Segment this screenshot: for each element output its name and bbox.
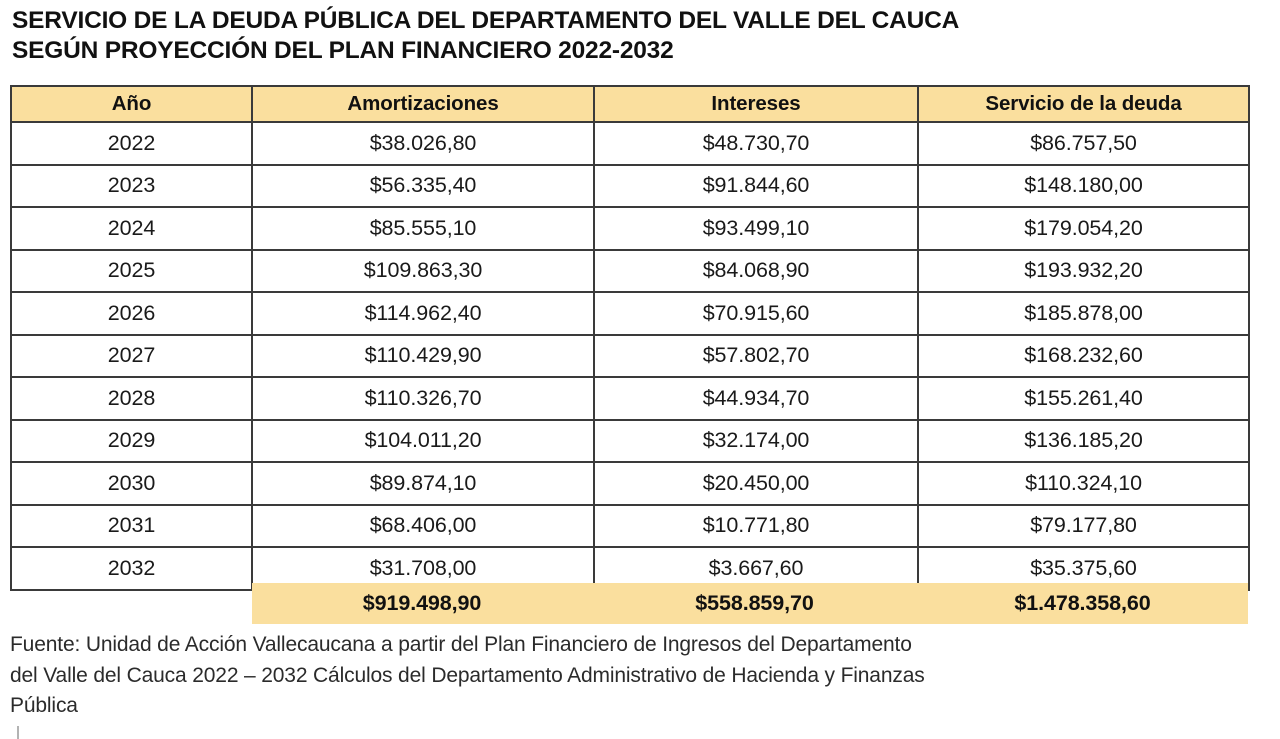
debt-service-table bbox=[10, 85, 1250, 591]
cell-amortizaciones: $110.326,70 bbox=[252, 377, 594, 420]
source-note-line-2: del Valle del Cauca 2022 – 2032 Cálculos del Departamento Administrativo de Hacienda y Finanzas bbox=[10, 663, 925, 687]
column-header-year: Año bbox=[11, 86, 252, 122]
cell-servicio-deuda: $193.932,20 bbox=[918, 250, 1249, 293]
cell-intereses: $91.844,60 bbox=[594, 165, 918, 208]
cell-year: 2030 bbox=[11, 462, 252, 505]
column-header-amortizaciones: Amortizaciones bbox=[252, 86, 594, 122]
cell-amortizaciones: $31.708,00 bbox=[252, 547, 594, 590]
cell-amortizaciones: $56.335,40 bbox=[252, 165, 594, 208]
cell-servicio-deuda: $86.757,50 bbox=[918, 122, 1249, 165]
column-header-servicio-deuda: Servicio de la deuda bbox=[918, 86, 1249, 122]
cell-amortizaciones: $38.026,80 bbox=[252, 122, 594, 165]
page-title bbox=[12, 6, 1262, 66]
cell-year: 2026 bbox=[11, 292, 252, 335]
cell-amortizaciones: $110.429,90 bbox=[252, 335, 594, 378]
cell-intereses: $10.771,80 bbox=[594, 505, 918, 548]
table-row bbox=[11, 462, 1249, 505]
table-row bbox=[11, 420, 1249, 463]
table-row bbox=[11, 250, 1249, 293]
cell-intereses: $93.499,10 bbox=[594, 207, 918, 250]
total-intereses: $558.859,70 bbox=[695, 591, 814, 615]
cell-amortizaciones: $85.555,10 bbox=[252, 207, 594, 250]
cell-intereses: $32.174,00 bbox=[594, 420, 918, 463]
cell-servicio-deuda: $168.232,60 bbox=[918, 335, 1249, 378]
cell-amortizaciones: $104.011,20 bbox=[252, 420, 594, 463]
total-amortizaciones: $919.498,90 bbox=[362, 591, 482, 615]
cell-servicio-deuda: $35.375,60 bbox=[918, 547, 1249, 590]
cell-servicio-deuda: $155.261,40 bbox=[918, 377, 1249, 420]
total-servicio-deuda: $1.478.358,60 bbox=[1014, 591, 1151, 615]
cell-year: 2023 bbox=[11, 165, 252, 208]
cell-intereses: $70.915,60 bbox=[594, 292, 918, 335]
cell-servicio-deuda: $79.177,80 bbox=[918, 505, 1249, 548]
cell-intereses: $84.068,90 bbox=[594, 250, 918, 293]
cell-year: 2032 bbox=[11, 547, 252, 590]
cell-year: 2022 bbox=[11, 122, 252, 165]
cell-servicio-deuda: $179.054,20 bbox=[918, 207, 1249, 250]
cell-intereses: $3.667,60 bbox=[594, 547, 918, 590]
table-header-row bbox=[11, 86, 1249, 122]
page-title-line-2: SEGÚN PROYECCIÓN DEL PLAN FINANCIERO 2022-2032 bbox=[12, 37, 674, 64]
source-note-line-3: Pública bbox=[10, 694, 78, 717]
source-note-line-1: Fuente: Unidad de Acción Vallecaucana a partir del Plan Financiero de Ingresos del Departamento bbox=[10, 633, 912, 656]
cell-year: 2031 bbox=[11, 505, 252, 548]
cell-servicio-deuda: $136.185,20 bbox=[918, 420, 1249, 463]
cell-intereses: $20.450,00 bbox=[594, 462, 918, 505]
table-row bbox=[11, 292, 1249, 335]
cell-servicio-deuda: $110.324,10 bbox=[918, 462, 1249, 505]
table-header bbox=[11, 86, 1249, 122]
table-row bbox=[11, 335, 1249, 378]
cell-year: 2024 bbox=[11, 207, 252, 250]
table-row bbox=[11, 122, 1249, 165]
table-row bbox=[11, 165, 1249, 208]
table-body bbox=[11, 122, 1249, 590]
table-row bbox=[11, 505, 1249, 548]
cell-amortizaciones: $109.863,30 bbox=[252, 250, 594, 293]
cell-year: 2028 bbox=[11, 377, 252, 420]
cell-amortizaciones: $68.406,00 bbox=[252, 505, 594, 548]
cell-intereses: $57.802,70 bbox=[594, 335, 918, 378]
cell-amortizaciones: $114.962,40 bbox=[252, 292, 594, 335]
source-note bbox=[10, 630, 1268, 722]
table-row bbox=[11, 207, 1249, 250]
cell-servicio-deuda: $185.878,00 bbox=[918, 292, 1249, 335]
text-caret bbox=[17, 726, 19, 739]
debt-service-table-container bbox=[10, 85, 1248, 591]
cell-intereses: $48.730,70 bbox=[594, 122, 918, 165]
cell-servicio-deuda: $148.180,00 bbox=[918, 165, 1249, 208]
column-header-intereses: Intereses bbox=[594, 86, 918, 122]
cell-year: 2025 bbox=[11, 250, 252, 293]
page-title-line-1: SERVICIO DE LA DEUDA PÚBLICA DEL DEPARTAMENTO DEL VALLE DEL CAUCA bbox=[12, 7, 960, 34]
cell-year: 2029 bbox=[11, 420, 252, 463]
cell-intereses: $44.934,70 bbox=[594, 377, 918, 420]
cell-amortizaciones: $89.874,10 bbox=[252, 462, 594, 505]
table-row bbox=[11, 377, 1249, 420]
cell-year: 2027 bbox=[11, 335, 252, 378]
totals-row bbox=[252, 583, 1248, 624]
